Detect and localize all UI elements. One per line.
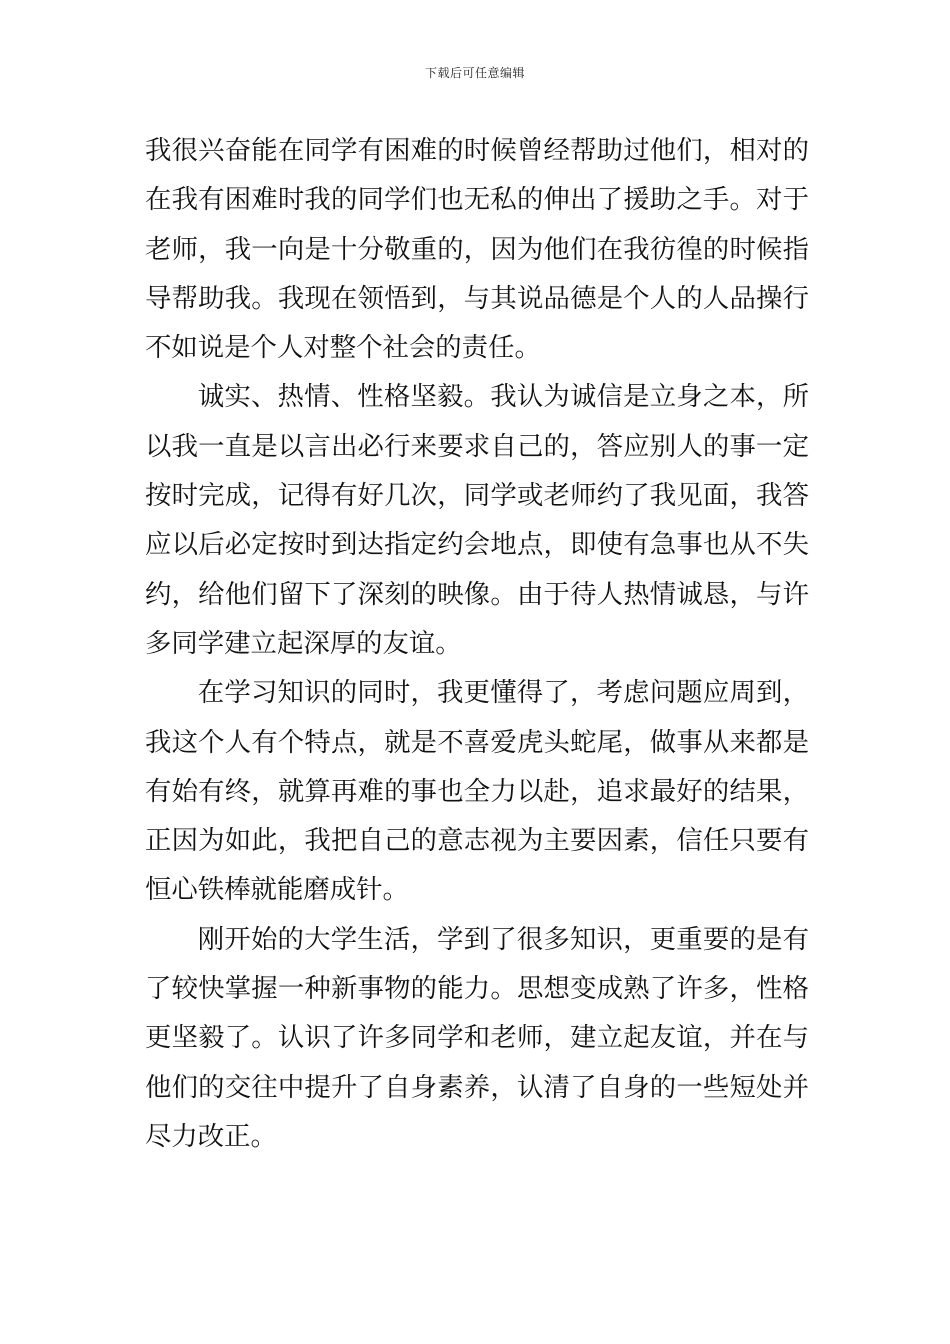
- paragraph-2: 诚实、热情、性格坚毅。我认为诚信是立身之本，所以我一直是以言出必行来要求自己的，答应别人的事一定按时完成，记得有好几次，同学或老师约了我见面，我答应以后必定按时到达指定约会地点，即使有急事也从不失约，给他们留下了深刻的映像。由于待人热情诚恳，与许多同学建立起深厚的友谊。: [145, 381, 809, 659]
- paragraph-3: 在学习知识的同时，我更懂得了，考虑问题应周到，我这个人有个特点，就是不喜爱虎头蛇尾，做事从来都是有始有终，就算再难的事也全力以赴，追求最好的结果，正因为如此，我把自己的意志视为主要因素，信任只要有恒心铁棒就能磨成针。: [145, 677, 809, 906]
- page-header: 下载后可任意编辑: [424, 66, 525, 80]
- paragraph-1: 我很兴奋能在同学有困难的时候曾经帮助过他们，相对的在我有困难时我的同学们也无私的伸出了援助之手。对于老师，我一向是十分敬重的，因为他们在我彷徨的时候指导帮助我。我现在领悟到，与其说品德是个人的人品操行不如说是个人对整个社会的责任。: [145, 135, 809, 364]
- paragraph-4: 刚开始的大学生活，学到了很多知识，更重要的是有了较快掌握一种新事物的能力。思想变成熟了许多，性格更坚毅了。认识了许多同学和老师，建立起友谊，并在与他们的交往中提升了自身素养，认清了自身的一些短处并尽力改正。: [145, 923, 809, 1152]
- document-body: [145, 126, 809, 1161]
